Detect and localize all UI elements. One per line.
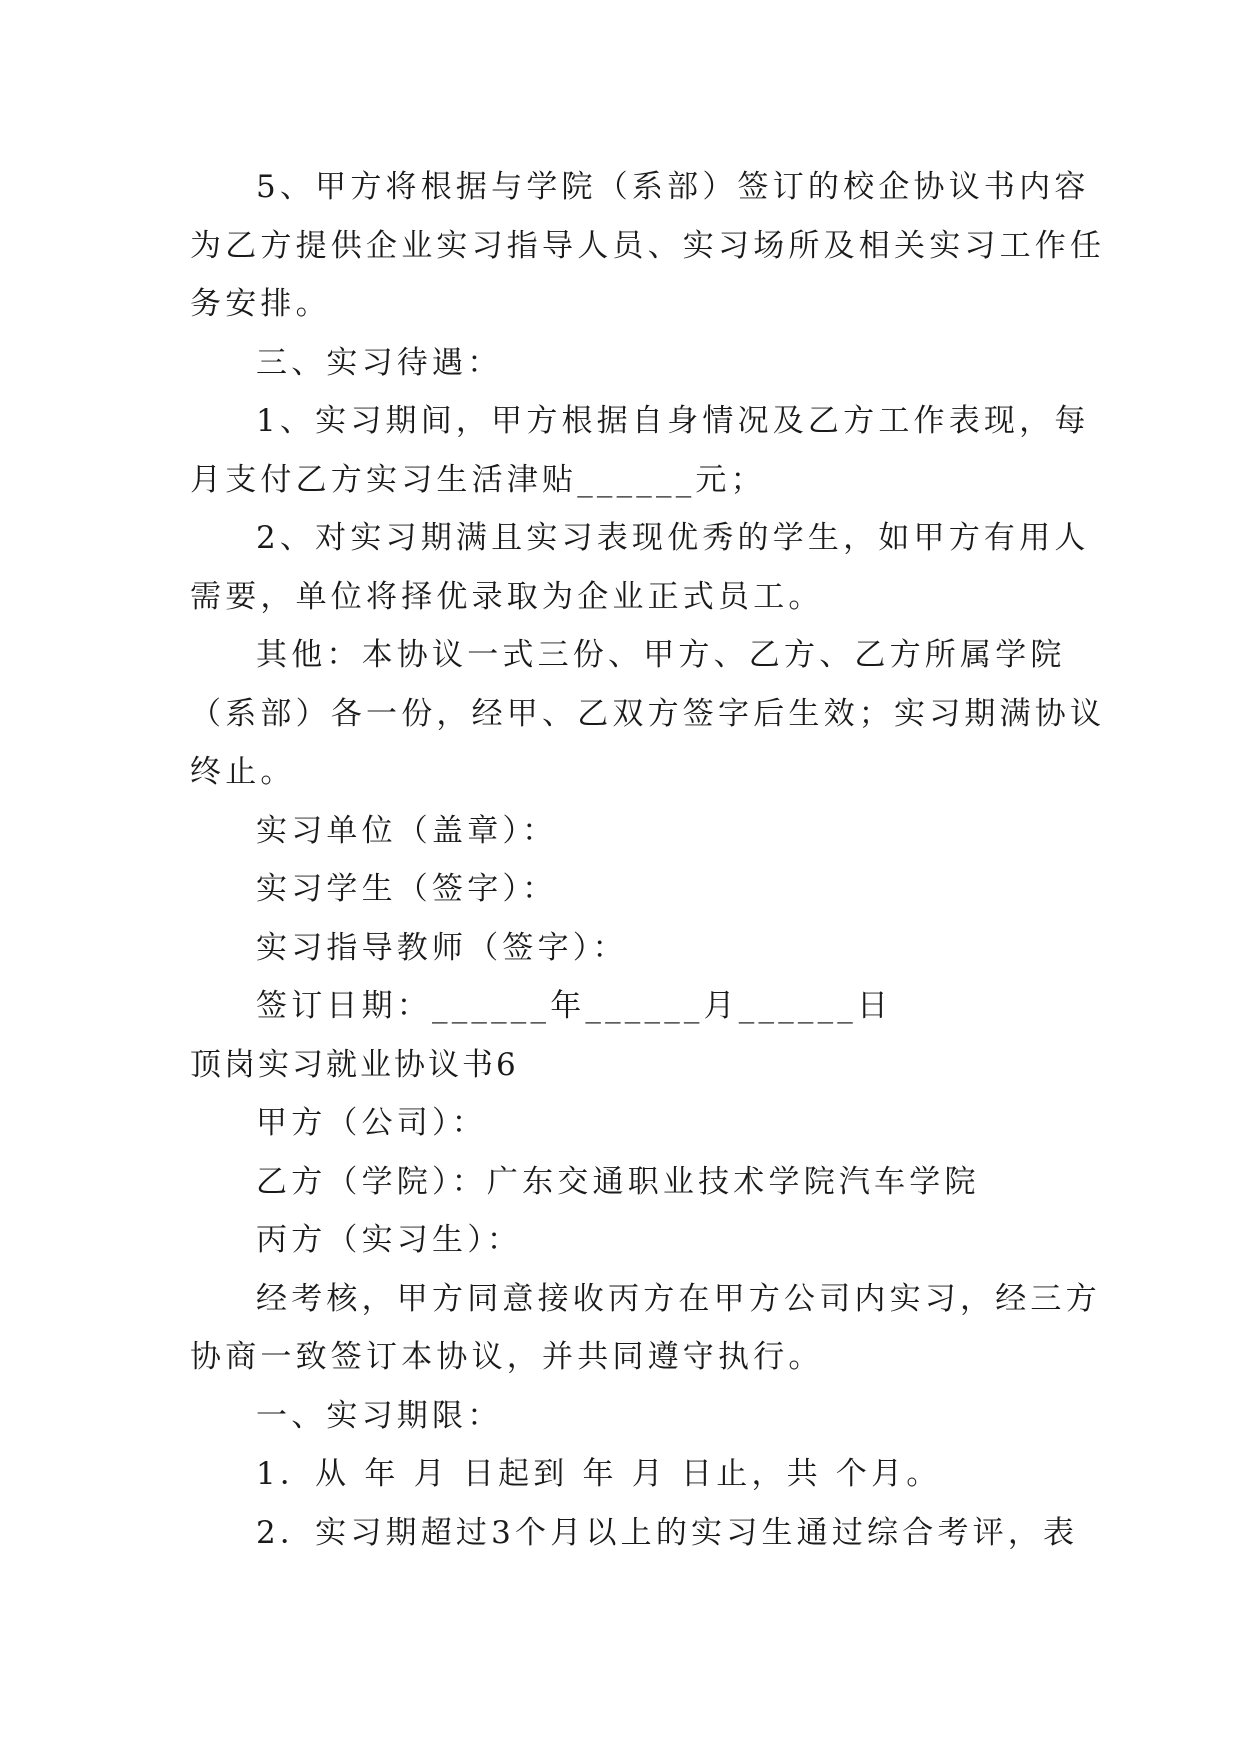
paragraph-line: 5、甲方将根据与学院（系部）签订的校企协议书内容 <box>256 169 1090 205</box>
party-c-field: 丙方（实习生）： <box>256 1222 523 1258</box>
paragraph-line: 2．实习期超过3个月以上的实习生通过综合考评，表 <box>256 1514 1079 1551</box>
paragraph-line: 1．从 年 月 日起到 年 月 日止，共 个月。 <box>256 1456 942 1492</box>
document-page <box>190 158 1106 1562</box>
paragraph-line: 经考核，甲方同意接收丙方在甲方公司内实习，经三方 <box>256 1280 1101 1317</box>
paragraph-line: 其他：本协议一式三份、甲方、乙方、乙方所属学院 <box>256 637 1066 673</box>
paragraph-line: （系部）各一份，经甲、乙双方签字后生效；实习期满协议 <box>190 695 1106 732</box>
signing-date-field: 签订日期：______年______月______日 <box>256 988 893 1024</box>
signature-field-company: 实习单位（盖章）： <box>256 812 558 849</box>
section-heading: 一、实习期限： <box>256 1397 503 1434</box>
paragraph-line: 2、对实习期满且实习表现优秀的学生，如甲方有用人 <box>256 520 1090 556</box>
section-heading: 三、实习待遇： <box>256 344 503 381</box>
party-b-field: 乙方（学院）：广东交通职业技术学院汽车学院 <box>256 1163 980 1200</box>
paragraph-line: 为乙方提供企业实习指导人员、实习场所及相关实习工作任 <box>190 227 1106 264</box>
paragraph-line: 协商一致签订本协议，并共同遵守执行。 <box>190 1339 824 1375</box>
paragraph-line: 1、实习期间，甲方根据自身情况及乙方工作表现，每 <box>256 403 1090 439</box>
paragraph-line: 终止。 <box>190 754 296 790</box>
paragraph-line: 务安排。 <box>190 286 331 322</box>
paragraph-line: 需要，单位将择优录取为企业正式员工。 <box>190 578 824 615</box>
party-a-field: 甲方（公司）： <box>256 1105 487 1141</box>
signature-field-student: 实习学生（签字）： <box>256 871 558 907</box>
document-title: 顶岗实习就业协议书6 <box>190 1046 519 1083</box>
paragraph-line: 月支付乙方实习生活津贴______元； <box>190 461 766 498</box>
signature-field-teacher: 实习指导教师（签字）： <box>256 929 628 966</box>
